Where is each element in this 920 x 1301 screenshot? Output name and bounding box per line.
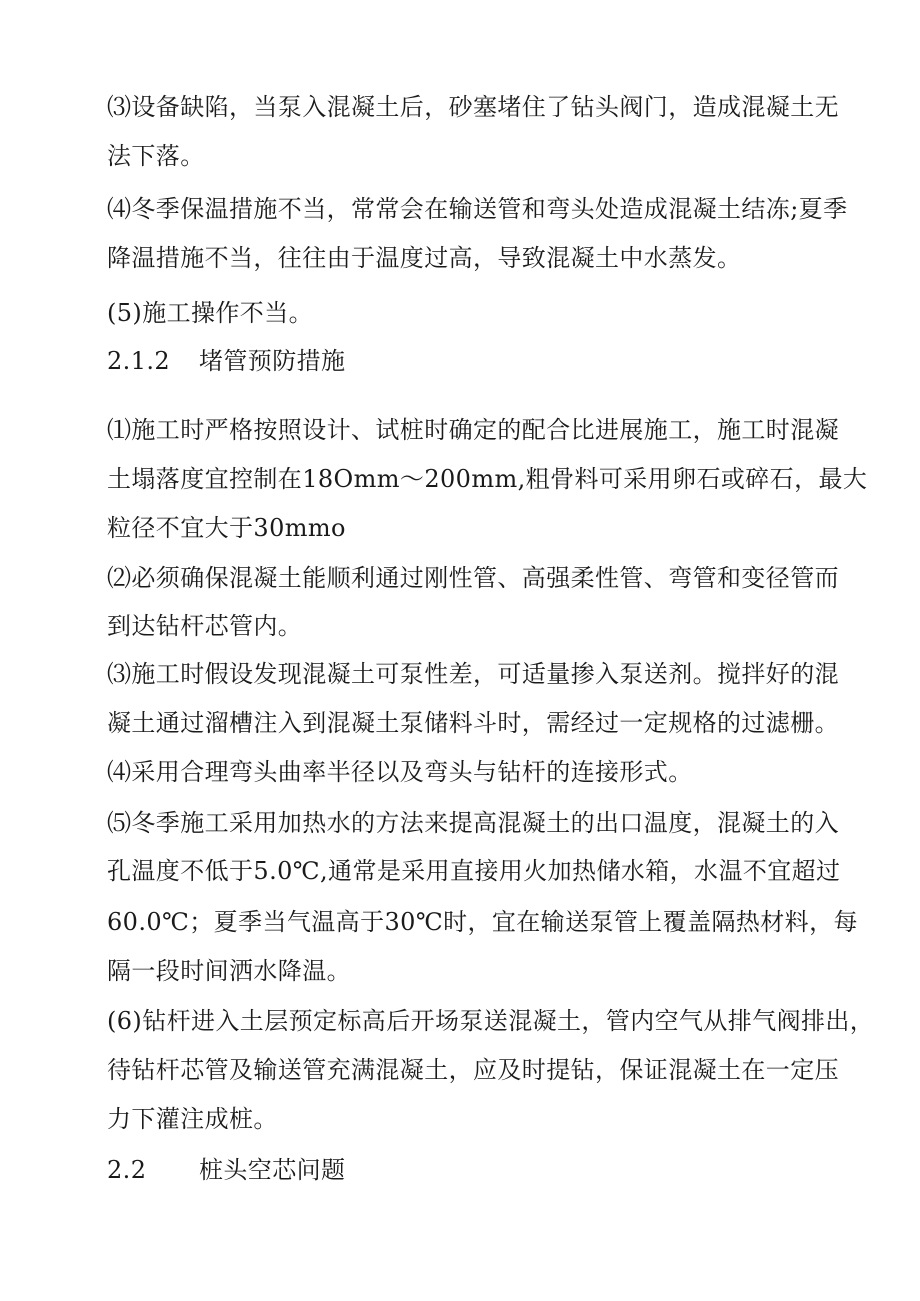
section-title: 堵管预防措施 (199, 347, 346, 375)
text-line: 降温措施不当，往往由于温度过高，导致混凝土中水蒸发。 (107, 244, 742, 272)
text-line: 法下落。 (107, 142, 205, 170)
section-heading (107, 1155, 345, 1185)
text-line: 到达钻杆芯管内。 (107, 612, 303, 640)
text-line: ⑴施工时严格按照设计、试桩时确定的配合比进展施工，施工时混凝 (107, 416, 839, 444)
text-line: (5)施工操作不当。 (107, 299, 313, 327)
text-line: 凝土通过溜槽注入到混凝土泵储料斗时，需经过一定规格的过滤栅。 (107, 709, 839, 737)
text-line: 隔一段时间洒水降温。 (107, 957, 351, 985)
text-line: ⑷采用合理弯头曲率半径以及弯头与钻杆的连接形式。 (107, 758, 693, 786)
section-number: 2.1.2 (107, 347, 171, 375)
text-line: 孔温度不低于5.0℃,通常是采用直接用火加热储水箱，水温不宜超过 (107, 857, 841, 885)
text-line: 粒径不宜大于30mmo (107, 514, 346, 542)
text-line: ⑶施工时假设发现混凝土可泵性差，可适量掺入泵送剂。搅拌好的混 (107, 660, 839, 688)
section-title: 桩头空芯问题 (199, 1156, 346, 1184)
text-line: 60.0℃；夏季当气温高于30℃时，宜在输送泵管上覆盖隔热材料，每 (107, 908, 858, 936)
text-line: 土塌落度宜控制在18Omm～200mm,粗骨料可采用卵石或碎石，最大 (107, 465, 868, 493)
text-line: (6)钻杆进入土层预定标高后开场泵送混凝土，管内空气从排气阀排出， (107, 1007, 875, 1035)
section-heading (107, 346, 345, 376)
text-line: ⑷冬季保温措施不当，常常会在输送管和弯头处造成混凝土结冻;夏季 (107, 195, 848, 223)
text-line: 待钻杆芯管及输送管充满混凝土，应及时提钻，保证混凝土在一定压 (107, 1056, 839, 1084)
text-line: ⑸冬季施工采用加热水的方法来提高混凝土的出口温度，混凝土的入 (107, 809, 839, 837)
section-number: 2.2 (107, 1156, 147, 1184)
text-line: ⑵必须确保混凝土能顺利通过刚性管、高强柔性管、弯管和变径管而 (107, 564, 839, 592)
text-line: ⑶设备缺陷，当泵入混凝土后，砂塞堵住了钻头阀门，造成混凝土无 (107, 93, 839, 121)
text-line: 力下灌注成桩。 (107, 1105, 278, 1133)
